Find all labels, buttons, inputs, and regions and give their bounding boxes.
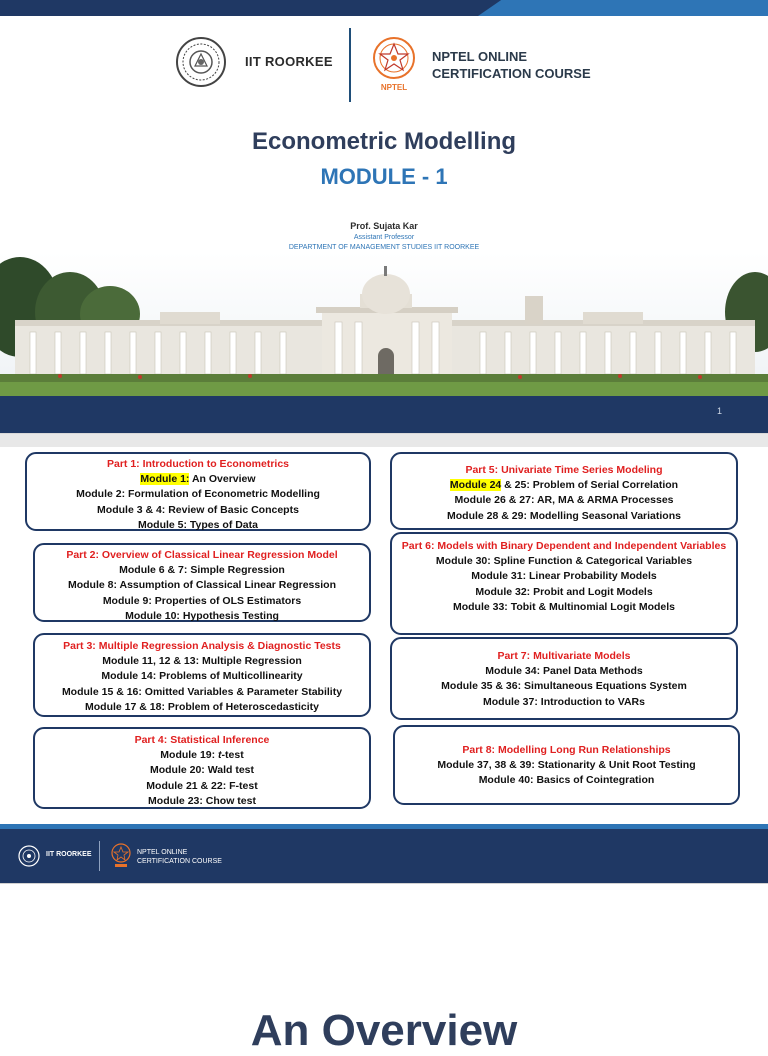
module-line: Module 24 & 25: Problem of Serial Correlation <box>449 479 679 491</box>
professor-role: Assistant Professor <box>353 234 415 241</box>
module-line: Module 21 & 22: F-test <box>146 779 258 792</box>
module-subtitle: MODULE - 1 <box>320 164 448 189</box>
nptel-logo-icon <box>369 36 419 94</box>
outline-part-8 <box>393 725 740 805</box>
part-heading: Part 1: Introduction to Econometrics <box>106 458 290 470</box>
module-line: Module 15 & 16: Omitted Variables & Parameter Stability <box>61 685 343 698</box>
footer-iit-name: IIT ROORKEE <box>46 851 92 858</box>
outline-part-5 <box>390 452 738 530</box>
module-line: Module 8: Assumption of Classical Linear Regression <box>67 579 336 592</box>
module-line: Module 10: Hypothesis Testing <box>125 609 279 622</box>
outline-part-7 <box>390 637 738 720</box>
module-line: Module 6 & 7: Simple Regression <box>119 564 285 576</box>
part-heading: Part 3: Multiple Regression Analysis & Diagnostic Tests <box>63 640 341 652</box>
slide-footer-bar <box>0 396 768 433</box>
module-line: Module 26 & 27: AR, MA & ARMA Processes <box>454 494 674 507</box>
module-line: Module 37: Introduction to VARs <box>483 695 645 708</box>
page-number: 1 <box>716 406 722 416</box>
top-banner <box>0 0 768 16</box>
part-heading: Part 5: Univariate Time Series Modeling <box>465 464 663 476</box>
module-line: Module 30: Spline Function & Categorical Variables <box>435 555 693 567</box>
module-line: Module 37, 38 & 39: Stationarity & Unit Root Testing <box>437 759 696 771</box>
module-line: Module 28 & 29: Modelling Seasonal Variations <box>447 509 681 522</box>
part-heading: Part 8: Modelling Long Run Relationships <box>462 744 671 756</box>
module-line: Module 5: Types of Data <box>138 518 258 531</box>
course-title: Econometric Modelling <box>251 128 517 155</box>
part-heading: Part 2: Overview of Classical Linear Regression Model <box>66 549 338 561</box>
footer-nptel-text <box>137 848 222 866</box>
footer-divider <box>99 841 100 871</box>
nptel-logo-label: NPTEL <box>380 83 408 92</box>
module-line: Module 33: Tobit & Multinomial Logit Models <box>452 600 676 613</box>
italic-text: t <box>218 749 222 761</box>
department-name: DEPARTMENT OF MANAGEMENT STUDIES IIT ROORKEE <box>288 244 480 251</box>
nptel-course-text <box>432 48 591 82</box>
outline-part-3 <box>33 633 371 717</box>
nptel-logo-icon <box>110 843 132 869</box>
logo-divider <box>349 28 351 102</box>
slide-separator <box>0 433 768 448</box>
professor-name: Prof. Sujata Kar <box>350 221 418 231</box>
iit-name: IIT ROORKEE <box>245 54 333 69</box>
footer-nptel-line-2: CERTIFICATION COURSE <box>137 858 222 865</box>
module-line: Module 9: Properties of OLS Estimators <box>102 594 302 607</box>
module-line: Module 17 & 18: Problem of Heteroscedasticity <box>85 700 319 713</box>
top-banner-accent <box>478 0 768 16</box>
module-line: Module 11, 12 & 13: Multiple Regression <box>102 655 302 667</box>
campus-building-photo <box>0 252 768 396</box>
overview-title: An Overview <box>250 1006 518 1055</box>
module-line: Module 34: Panel Data Methods <box>485 665 643 677</box>
module-line: Module 19: t-test <box>160 749 244 761</box>
module-line: Module 35 & 36: Simultaneous Equations System <box>441 680 687 693</box>
module-line: Module 31: Linear Probability Models <box>471 570 657 583</box>
footer-nptel-line-1: NPTEL ONLINE <box>137 849 188 856</box>
module-line: Module 32: Probit and Logit Models <box>475 585 653 598</box>
part-heading: Part 4: Statistical Inference <box>134 734 270 746</box>
nptel-line-1: NPTEL ONLINE <box>432 49 528 64</box>
module-line: Module 23: Chow test <box>148 794 256 807</box>
overview-slide <box>0 883 768 1055</box>
outline-part-6 <box>390 532 738 635</box>
title-slide <box>0 0 768 433</box>
outline-part-2 <box>33 543 371 622</box>
iit-seal-icon <box>175 36 227 88</box>
module-line: Module 14: Problems of Multicollinearity <box>101 670 303 683</box>
module-line: Module 2: Formulation of Econometric Modelling <box>76 488 320 501</box>
iit-seal-icon <box>18 845 40 867</box>
outline-part-1 <box>25 452 371 531</box>
highlighted-module: Module 24 <box>449 479 502 491</box>
outline-part-4 <box>33 727 371 809</box>
part-heading: Part 7: Multivariate Models <box>497 650 631 662</box>
module-line: Module 20: Wald test <box>149 764 255 777</box>
nptel-line-2: CERTIFICATION COURSE <box>432 66 591 81</box>
module-line: Module 3 & 4: Review of Basic Concepts <box>97 503 299 516</box>
slide-footer <box>0 829 768 883</box>
logo-row <box>0 26 768 106</box>
part-heading: Part 6: Models with Binary Dependent and Independent Variables <box>401 540 727 552</box>
course-outline-slide <box>0 447 768 883</box>
module-line: Module 40: Basics of Cointegration <box>478 774 655 787</box>
module-line: Module 1: An Overview <box>140 473 256 485</box>
highlighted-module: Module 1: <box>140 473 190 485</box>
